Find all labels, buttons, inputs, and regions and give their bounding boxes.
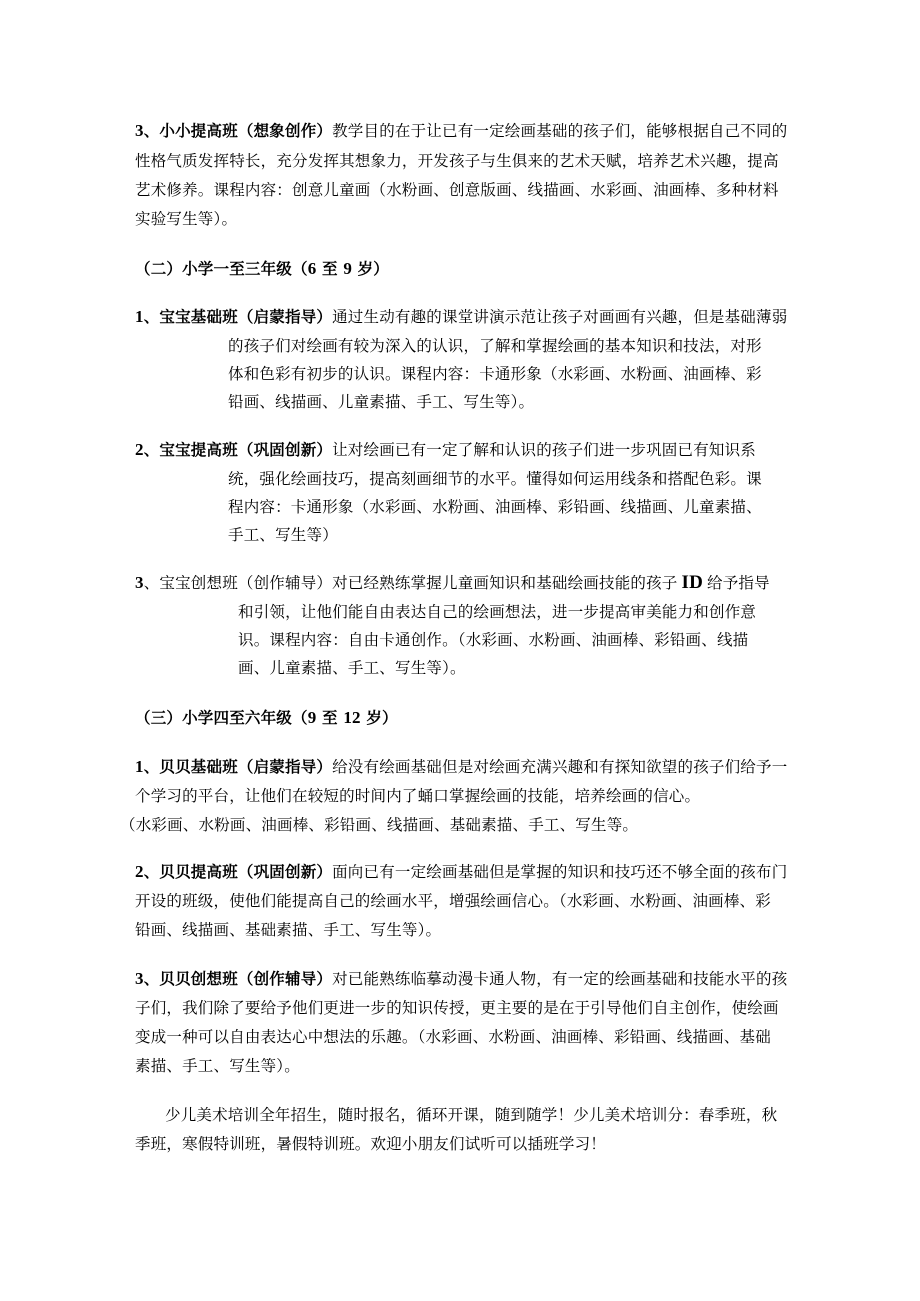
paragraph-text: 给没有绘画基础但是对绘画充满兴趣和有探知欲望的孩子们给予一 — [332, 758, 788, 776]
heading-text: （二）小学一至三年级（ — [135, 260, 308, 278]
item-number: 3 — [135, 573, 144, 592]
class-title: 小小提高班（想象创作） — [159, 122, 333, 140]
paragraph-line: 手工、写生等） — [228, 526, 338, 544]
section-beibei-jichu-line-1 — [135, 757, 787, 777]
section-baobao-tigao-line-1 — [135, 440, 756, 460]
section-beibei-tigao-line-1 — [135, 862, 787, 882]
paragraph-line: 性格气质发挥特长，充分发挥其想象力，开发孩子与生俱来的艺术天赋，培养艺术兴趣，提高 — [135, 152, 779, 170]
paragraph-line: 开设的班级，使他们能提高自己的绘画水平，增强绘画信心。（水彩画、水粉画、油画棒、彩 — [135, 892, 771, 910]
id-text: ID — [681, 572, 704, 593]
age-end: 9 — [343, 259, 353, 278]
heading-text: 岁） — [352, 260, 390, 278]
class-title: 贝贝基础班（启蒙指导） — [159, 758, 333, 776]
paragraph-line: 个学习的平台，让他们在较短的时间内了蛹口掌握绘画的技能，培养绘画的信心。 — [135, 787, 701, 805]
class-title: 宝宝创想班（创作辅导） — [159, 574, 333, 592]
section-beibei-chuangxiang-line-1 — [135, 969, 787, 989]
item-number: 3 — [135, 121, 144, 140]
paragraph-line: 变成一种可以自由表达心中想法的乐趣。（水彩画、水粉画、油画棒、彩铅画、线描画、基础 — [135, 1028, 771, 1046]
paragraph-line: 铅画、线描画、儿童素描、手工、写生等）。 — [228, 393, 535, 411]
item-number: 2 — [135, 862, 144, 881]
section-xiaoxiao-line-1 — [135, 121, 787, 141]
paragraph-line: 程内容：卡通形象（水彩画、水粉画、油画棒、彩铅画、线描画、儿童素描、 — [228, 498, 762, 516]
paragraph-line: 统，强化绘画技巧，提高刻画细节的水平。懂得如何运用线条和搭配色彩。课 — [228, 470, 762, 488]
paragraph-line: 素描、手工、写生等）。 — [135, 1057, 300, 1075]
section-baobao-jichu-line-1 — [135, 307, 787, 327]
paragraph-text: 对已经熟练掌握儿童画知识和基础绘画技能的孩子 — [332, 574, 678, 592]
paragraph-text: 教学目的在于让已有一定绘画基础的孩子们，能够根据自己不同的 — [332, 122, 788, 140]
class-title: 宝宝基础班（启蒙指导） — [159, 308, 333, 326]
class-title: 宝宝提高班（巩固创新） — [159, 441, 333, 459]
paragraph-line: 识。课程内容：自由卡通创作。（水彩画、水粉画、油画棒、彩铅画、线描 — [238, 631, 749, 649]
age-start: 9 — [307, 708, 317, 727]
paragraph-line: 子们，我们除了要给予他们更进一步的知识传授，更主要的是在于引导他们自主创作，使绘画 — [135, 999, 779, 1017]
item-number: 3 — [135, 969, 144, 988]
paragraph-text: 让对绘画已有一定了解和认识的孩子们进一步巩固已有知识系 — [332, 441, 757, 459]
section-baobao-chuangxiang-line-1 — [135, 573, 770, 593]
footer-line: 季班，寒假特训班，暑假特训班。欢迎小朋友们试听可以插班学习！ — [135, 1135, 607, 1153]
paragraph-line: 实验写生等）。 — [135, 210, 238, 228]
section-heading-grade-4-6 — [135, 708, 398, 728]
paragraph-text: 对已能熟练临摹动漫卡通人物，有一定的绘画基础和技能水平的孩 — [332, 970, 788, 988]
item-number: 1 — [135, 307, 144, 326]
class-title: 贝贝提高班（巩固创新） — [159, 863, 333, 881]
paragraph-text: 给予指导 — [707, 574, 770, 592]
item-separator: 、 — [143, 122, 160, 140]
item-separator: 、 — [143, 441, 160, 459]
heading-text: （三）小学四至六年级（ — [135, 709, 308, 727]
paragraph-line: （水彩画、水粉画、油画棒、彩铅画、线描画、基础素描、手工、写生等。 — [120, 816, 639, 834]
item-separator: 、 — [143, 970, 160, 988]
paragraph-line: 艺术修养。课程内容：创意儿童画（水粉画、创意版画、线描画、水彩画、油画棒、多种材料 — [135, 181, 779, 199]
section-heading-grade-1-3 — [135, 259, 389, 279]
item-separator: 、 — [143, 308, 160, 326]
paragraph-line: 体和色彩有初步的认识。课程内容：卡通形象（水彩画、水粉画、油画棒、彩 — [228, 365, 762, 383]
item-number: 2 — [135, 440, 144, 459]
item-number: 1 — [135, 757, 144, 776]
class-title: 贝贝创想班（创作辅导） — [159, 970, 333, 988]
heading-text: 岁） — [360, 709, 398, 727]
paragraph-line: 画、儿童素描、手工、写生等）。 — [238, 659, 466, 677]
item-separator: 、 — [143, 574, 160, 592]
paragraph-line: 的孩子们对绘画有较为深入的认识，了解和掌握绘画的基本知识和技法，对形 — [228, 337, 762, 355]
heading-text: 至 — [316, 709, 344, 727]
age-start: 6 — [307, 259, 317, 278]
paragraph-text: 通过生动有趣的课堂讲演示范让孩子对画画有兴趣，但是基础薄弱 — [332, 308, 788, 326]
footer-line: 少儿美术培训全年招生，随时报名，循环开课，随到随学！少儿美术培训分：春季班，秋 — [165, 1106, 778, 1124]
age-end: 12 — [343, 708, 361, 727]
paragraph-text: 面向已有一定绘画基础但是掌握的知识和技巧还不够全面的孩布门 — [332, 863, 788, 881]
item-separator: 、 — [143, 863, 160, 881]
paragraph-line: 和引领，让他们能自由表达自己的绘画想法，进一步提高审美能力和创作意 — [238, 603, 757, 621]
item-separator: 、 — [143, 758, 160, 776]
paragraph-line: 铅画、线描画、基础素描、手工、写生等）。 — [135, 921, 442, 939]
heading-text: 至 — [316, 260, 344, 278]
